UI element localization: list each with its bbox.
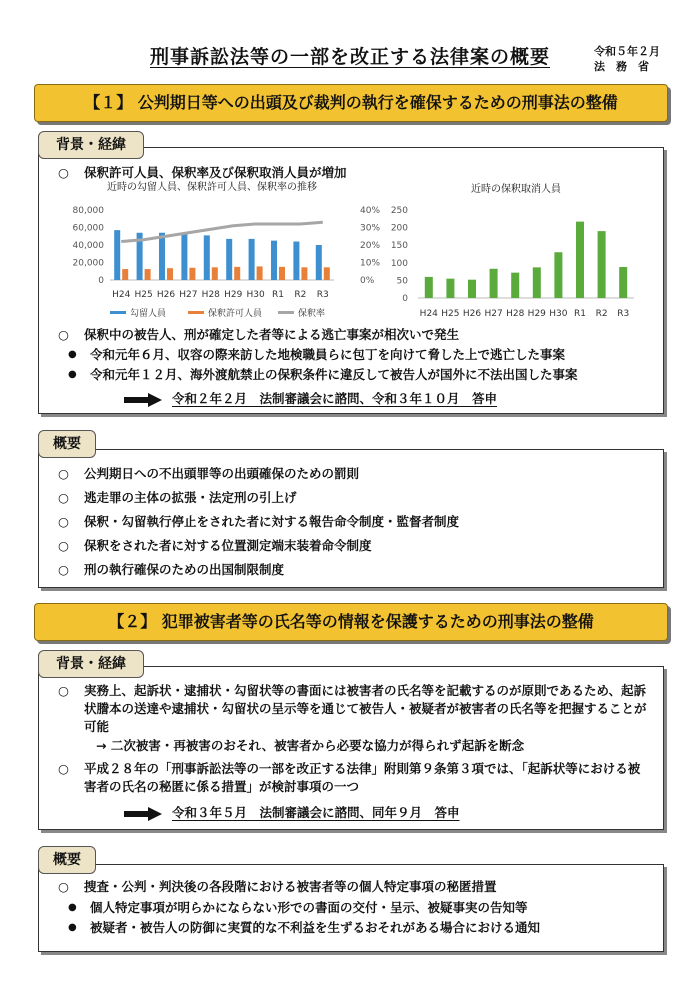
y-tick: 0 [402, 294, 408, 304]
section1-council: 令和２年２月 法制審議会に諮問、令和３年１０月 答申 [172, 391, 498, 406]
bar-revocation [554, 252, 562, 298]
ministry-name: 法 務 省 [594, 60, 649, 73]
y-left-tick: 60,000 [72, 223, 104, 234]
y-left-tick: 80,000 [72, 206, 104, 216]
bar-detention [271, 241, 277, 280]
x-tick-label: R1 [574, 309, 586, 319]
x-tick-label: H24 [419, 309, 438, 319]
x-tick-label: H26 [462, 309, 482, 319]
bar-bail-granted [145, 269, 151, 280]
x-tick-label: H29 [527, 309, 546, 319]
y-tick: 250 [390, 206, 408, 216]
x-tick-label: H28 [506, 309, 525, 319]
bar-revocation [425, 277, 433, 298]
y-tick: 50 [396, 276, 408, 287]
bail-rate-line [121, 222, 323, 241]
document-date: 令和５年２月 [594, 45, 660, 58]
y-tick: 100 [390, 258, 408, 269]
document-title: 刑事訴訟法等の一部を改正する法律案の概要 [149, 46, 550, 68]
legend-label: 保釈率 [298, 309, 326, 319]
legend-label: 勾留人員 [130, 309, 167, 319]
bar-bail-granted [324, 267, 330, 280]
bar-detention [316, 245, 322, 280]
date-block [594, 44, 660, 74]
section1-overview-tag: 概要 [38, 430, 96, 458]
overview-item: ○ 公判期日への不出頭罪等の出頭確保のための罰則 [84, 466, 359, 482]
bar-revocation [490, 269, 498, 298]
section1-banner: 【１】 公判期日等への出頭及び裁判の執行を確保するための刑事法の整備 [34, 84, 668, 122]
section2-para1: ○ 実務上、起訴状・逮捕状・勾留状等の書面には被害者の氏名等を記載するのが原則であるため、起訴状謄本の送達や逮捕状・勾留状の呈示等を通じて被告人・被疑者が被害者の氏名等を把握することが可能 [84, 682, 652, 736]
bar-detention [159, 233, 165, 280]
section2-overview-sub: ● 被疑者・被告人の防御に実質的な不利益を生ずるおそれがある場合における通知 [90, 920, 540, 936]
x-tick-label: H25 [134, 290, 153, 300]
section2-overview-sub: ● 個人特定事項が明らかにならない形での書面の交付・呈示、被疑事実の告知等 [90, 900, 528, 916]
bar-detention [226, 239, 232, 280]
y-right-tick: 10% [360, 258, 381, 269]
section1-sub1: ● 令和元年６月、収容の際来訪した地検職員らに包丁を向けて脅した上で逃亡した事案 [90, 347, 565, 363]
section1-item2: ○ 保釈中の被告人、刑が確定した者等による逃亡事案が相次いで発生 [84, 327, 459, 343]
chart2-title: 近時の保釈取消人員 [471, 184, 561, 195]
section1-council-line [124, 389, 497, 407]
section2-background-tag: 背景・経緯 [38, 650, 144, 678]
bar-revocation [446, 279, 454, 298]
detention-bail-chart [62, 178, 381, 323]
x-tick-label: R3 [617, 309, 630, 319]
x-tick-label: H27 [484, 309, 503, 319]
bar-bail-granted [279, 267, 285, 280]
x-tick-label: H30 [549, 309, 568, 319]
bar-bail-granted [189, 268, 195, 280]
section2-council: 令和３年５月 法制審議会に諮問、同年９月 答申 [172, 805, 460, 820]
bar-bail-granted [234, 267, 240, 280]
bar-bail-granted [257, 266, 263, 280]
overview-item: ○ 逃走罪の主体の拡張・法定刑の引上げ [84, 490, 297, 506]
legend-label: 保釈許可人員 [208, 309, 263, 319]
section2-arrow-note: → 二次被害・再被害のおそれ、被害者から必要な協力が得られず起訴を断念 [96, 738, 525, 753]
legend-item [188, 307, 262, 319]
y-tick: 200 [390, 223, 408, 234]
legend-item [110, 307, 166, 319]
x-tick-label: R2 [595, 309, 608, 319]
bar-detention [114, 230, 120, 280]
overview-item: ○ 刑の執行確保のための出国制限制度 [84, 562, 284, 578]
x-tick-label: R1 [272, 290, 284, 300]
x-tick-label: H25 [441, 309, 460, 319]
x-tick-label: R3 [316, 290, 329, 300]
bar-revocation [619, 267, 627, 298]
x-tick-label: R2 [294, 290, 307, 300]
y-right-tick: 20% [360, 241, 381, 251]
x-tick-label: H28 [201, 290, 220, 300]
section1-item1: ○ 保釈許可人員、保釈率及び保釈取消人員が増加 [84, 165, 347, 181]
bar-revocation [511, 273, 519, 298]
bar-revocation [468, 280, 476, 298]
bar-detention [249, 239, 255, 280]
bail-revocation-chart [382, 178, 642, 323]
right-arrow-icon [124, 393, 162, 407]
y-tick: 150 [390, 241, 408, 252]
bar-detention [204, 235, 210, 280]
section2-council-line [124, 803, 460, 821]
bar-detention [181, 234, 187, 280]
section2-overview-tag: 概要 [38, 846, 96, 874]
y-left-tick: 20,000 [72, 258, 104, 269]
bar-revocation [598, 231, 606, 298]
x-tick-label: H24 [112, 290, 131, 300]
bar-detention [293, 242, 299, 281]
overview-item: ○ 保釈をされた者に対する位置測定端末装着命令制度 [84, 538, 372, 554]
legend-item [278, 307, 325, 319]
bar-bail-granted [301, 267, 307, 280]
x-tick-label: H29 [224, 290, 243, 300]
bar-revocation [576, 222, 584, 298]
legend-swatch [110, 311, 126, 314]
y-right-tick: 30% [360, 223, 381, 234]
x-tick-label: H30 [246, 290, 265, 300]
bar-bail-granted [212, 267, 218, 280]
section1-background-tag: 背景・経緯 [38, 131, 144, 159]
chart1-title: 近時の勾留人員、保釈許可人員、保釈率の推移 [107, 182, 317, 193]
x-tick-label: H27 [179, 290, 198, 300]
y-left-tick: 0 [98, 276, 104, 286]
legend-swatch [278, 311, 294, 314]
section2-para2: ○ 平成２８年の「刑事訴訟法等の一部を改正する法律」附則第９条第３項では、「起訴状等における被害者の氏名の秘匿に係る措置」が検討事項の一つ [84, 760, 652, 796]
bar-bail-granted [122, 269, 128, 280]
legend-swatch [188, 311, 204, 314]
right-arrow-icon [124, 807, 162, 821]
y-right-tick: 0% [360, 276, 375, 286]
bar-revocation [533, 267, 541, 298]
y-left-tick: 40,000 [72, 241, 104, 251]
section1-sub2: ● 令和元年１２月、海外渡航禁止の保釈条件に違反して被告人が国外に不法出国した事案 [90, 367, 578, 383]
section2-overview-main: ○ 捜査・公判・判決後の各段階における被害者等の個人特定事項の秘匿措置 [84, 879, 497, 895]
section2-banner: 【２】 犯罪被害者等の氏名等の情報を保護するための刑事法の整備 [34, 603, 668, 641]
bar-bail-granted [167, 268, 173, 280]
x-tick-label: H26 [156, 290, 176, 300]
y-right-tick: 40% [360, 206, 381, 216]
overview-item: ○ 保釈・勾留執行停止をされた者に対する報告命令制度・監督者制度 [84, 514, 459, 530]
